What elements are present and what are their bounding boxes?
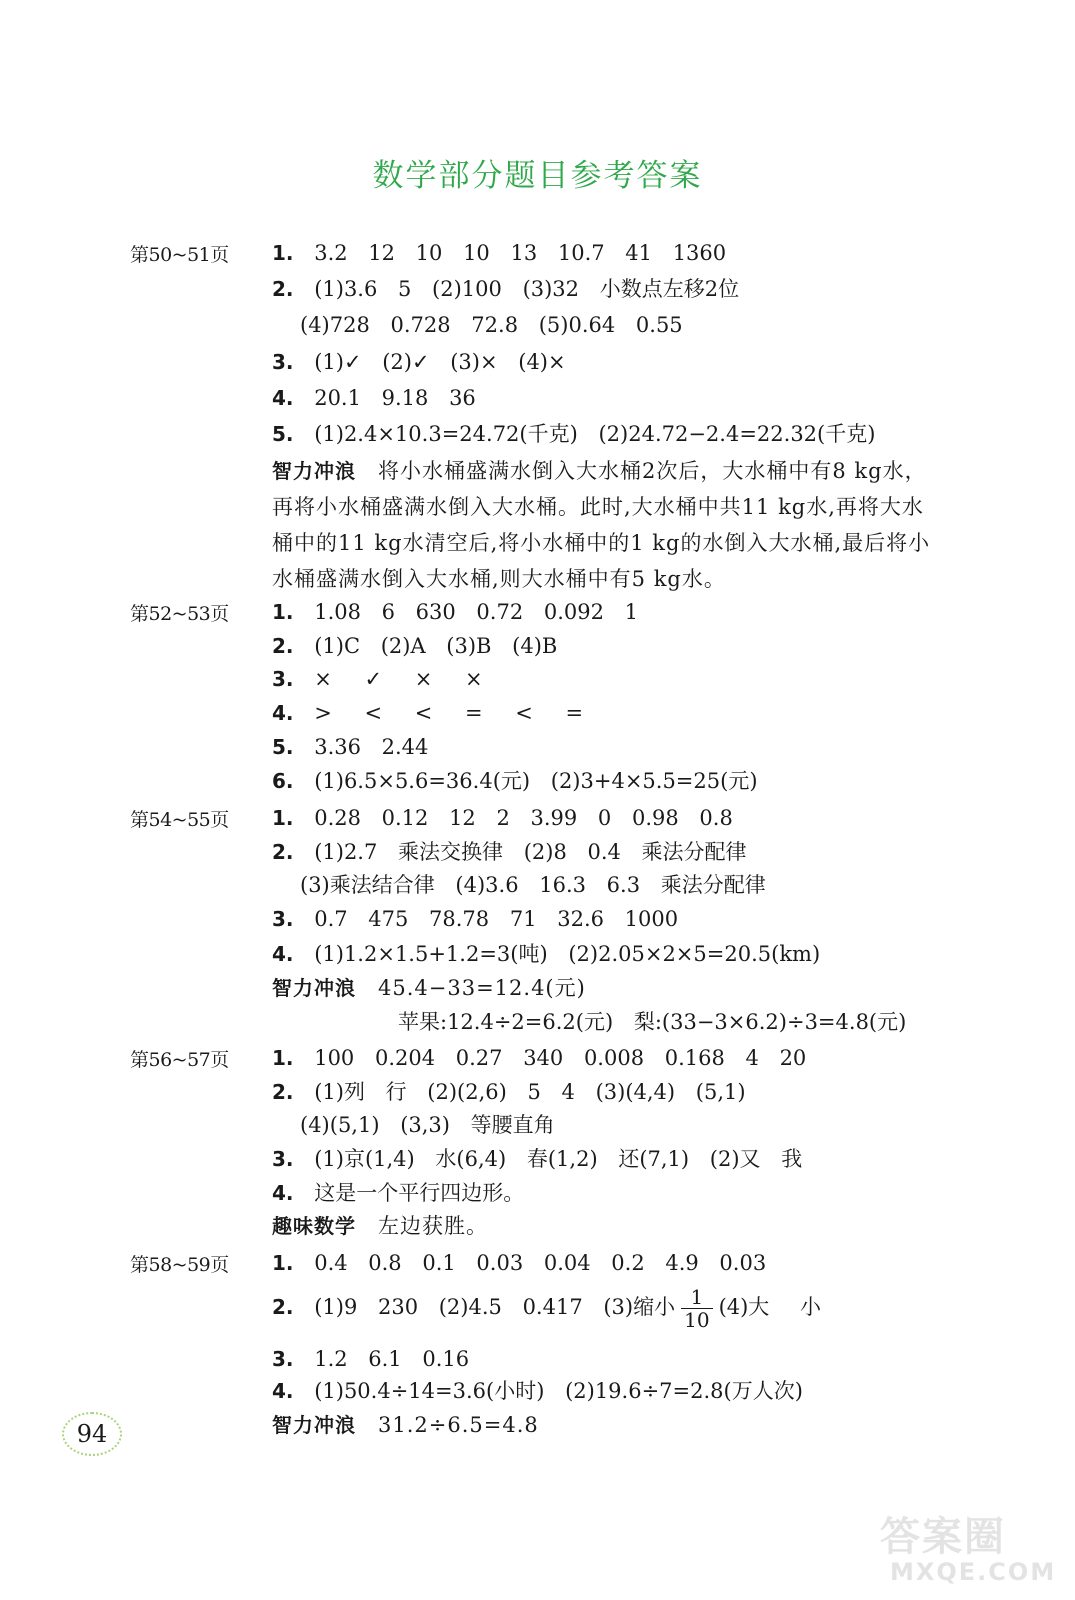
answer-text: (1)6.5×5.6=36.4(元) (2)3+4×5.5=25(元)	[314, 769, 758, 793]
answer-line	[272, 906, 678, 932]
answer-line	[272, 1346, 469, 1372]
fun-math-text: 左边获胜。	[378, 1214, 488, 1238]
answer-line	[272, 599, 638, 625]
page-range-label: 第58~59页	[130, 1254, 229, 1276]
fraction-denominator: 10	[684, 1308, 710, 1332]
answer-text: (1)3.6 5 (2)100 (3)32 小数点左移2位	[314, 277, 740, 301]
challenge-line: 苹果:12.4÷2=6.2(元) 梨:(33−3×6.2)÷3=4.8(元)	[398, 1010, 907, 1034]
answer-text: 0.7 475 78.78 71 32.6 1000	[314, 907, 679, 931]
item-number: 6.	[272, 769, 294, 793]
fun-math-line	[272, 1213, 488, 1239]
fraction-numerator: 1	[681, 1286, 712, 1309]
answer-line	[272, 666, 483, 692]
answer-text: (1)1.2×1.5+1.2=3(吨) (2)2.05×2×5=20.5(km)	[314, 942, 821, 966]
challenge-line: 桶中的11 kg水清空后,将小水桶中的1 kg的水倒入大水桶,最后将小	[272, 531, 931, 555]
answer-text: 20.1 9.18 36	[314, 386, 476, 410]
item-number: 2.	[272, 840, 294, 864]
answer-line	[272, 240, 726, 266]
challenge-text: 将小水桶盛满水倒入大水桶2次后，大水桶中有8 kg水，	[378, 459, 927, 483]
watermark-text: 答案圈	[880, 1514, 1006, 1560]
answer-line	[272, 734, 428, 760]
answer-line-continued	[300, 1112, 555, 1138]
answer-text: 0.4 0.8 0.1 0.03 0.04 0.2 4.9 0.03	[314, 1251, 767, 1275]
item-number: 3.	[272, 667, 294, 691]
challenge-heading: 智力冲浪	[272, 459, 356, 483]
answer-text: 这是一个平行四边形。	[314, 1181, 525, 1205]
item-number: 5.	[272, 422, 294, 446]
challenge-line: 再将小水桶盛满水倒入大水桶。此时,大水桶中共11 kg水,再将大水	[272, 495, 924, 519]
answer-text: (1)京(1,4) 水(6,4) 春(1,2) 还(7,1) (2)又 我	[314, 1147, 803, 1171]
item-number: 3.	[272, 1347, 294, 1371]
answer-line	[272, 349, 566, 375]
challenge-heading: 智力冲浪	[272, 976, 356, 1000]
answer-text: (4)728 0.728 72.8 (5)0.64 0.55	[300, 313, 683, 337]
watermark-url: MXQE.COM	[890, 1558, 1057, 1586]
answer-text: (1)✓ (2)✓ (3)× (4)×	[314, 350, 566, 374]
answer-text: (1)9 230 (2)4.5 0.417 (3)缩小	[314, 1295, 676, 1319]
item-number: 3.	[272, 350, 294, 374]
item-number: 2.	[272, 1080, 294, 1104]
answer-line	[272, 1045, 806, 1071]
answer-line	[272, 1284, 821, 1331]
item-number: 5.	[272, 735, 294, 759]
answer-text: (1)C (2)A (3)B (4)B	[314, 634, 558, 658]
page-range-label: 第56~57页	[130, 1049, 229, 1071]
item-number: 2.	[272, 634, 294, 658]
answer-line	[272, 700, 583, 726]
item-number: 1.	[272, 806, 294, 830]
item-number: 1.	[272, 600, 294, 624]
answer-line	[272, 805, 733, 831]
answer-line	[272, 1079, 746, 1105]
item-number: 1.	[272, 1251, 294, 1275]
item-number: 4.	[272, 1379, 294, 1403]
answer-text: 0.28 0.12 12 2 3.99 0 0.98 0.8	[314, 806, 733, 830]
page-number: 94	[62, 1412, 122, 1456]
answer-line	[272, 385, 476, 411]
page-range-label: 第50~51页	[130, 244, 229, 266]
item-number: 1.	[272, 241, 294, 265]
answer-text: (1)50.4÷14=3.6(小时) (2)19.6÷7=2.8(万人次)	[314, 1379, 803, 1403]
answer-text: 100 0.204 0.27 340 0.008 0.168 4 20	[314, 1046, 807, 1070]
item-number: 4.	[272, 1181, 294, 1205]
challenge-text: 31.2÷6.5=4.8	[378, 1413, 539, 1437]
answer-text: (1)2.7 乘法交换律 (2)8 0.4 乘法分配律	[314, 840, 747, 864]
item-number: 2.	[272, 277, 294, 301]
page-title: 数学部分题目参考答案	[372, 158, 703, 194]
page-range-label: 第52~53页	[130, 603, 229, 625]
challenge-text: 45.4−33=12.4(元)	[378, 976, 586, 1000]
answer-line	[272, 1146, 802, 1172]
answer-text: > < < = < =	[314, 701, 584, 725]
challenge-line	[272, 975, 586, 1001]
challenge-line: 水桶盛满水倒入大水桶,则大水桶中有5 kg水。	[272, 567, 726, 591]
answer-line	[272, 421, 875, 447]
answer-line	[272, 839, 747, 865]
challenge-heading: 智力冲浪	[272, 1413, 356, 1437]
answer-text: (4)(5,1) (3,3) 等腰直角	[300, 1113, 555, 1137]
answer-text: × ✓ × ×	[314, 667, 483, 691]
answer-text: 1.08 6 630 0.72 0.092 1	[314, 600, 639, 624]
answer-text: 3.36 2.44	[314, 735, 429, 759]
item-number: 4.	[272, 701, 294, 725]
answer-text: (3)乘法结合律 (4)3.6 16.3 6.3 乘法分配律	[300, 873, 766, 897]
challenge-line	[272, 458, 927, 484]
answer-line	[272, 633, 557, 659]
answer-line-continued	[300, 872, 766, 898]
answer-line	[272, 1180, 524, 1206]
answer-line	[272, 276, 739, 302]
item-number: 1.	[272, 1046, 294, 1070]
page-range-label: 第54~55页	[130, 809, 229, 831]
fraction	[681, 1286, 712, 1331]
answer-text: (4)大 小	[718, 1295, 821, 1319]
answer-text: (1)2.4×10.3=24.72(千克) (2)24.72−2.4=22.32(千克)	[314, 422, 876, 446]
challenge-line	[272, 1412, 539, 1438]
item-number: 3.	[272, 1147, 294, 1171]
item-number: 2.	[272, 1295, 294, 1319]
answer-line-continued	[300, 312, 683, 338]
item-number: 4.	[272, 942, 294, 966]
answer-line	[272, 941, 820, 967]
fun-math-heading: 趣味数学	[272, 1214, 356, 1238]
item-number: 3.	[272, 907, 294, 931]
item-number: 4.	[272, 386, 294, 410]
answer-line	[272, 1250, 766, 1276]
answer-line	[272, 1378, 803, 1404]
answer-text: (1)列 行 (2)(2,6) 5 4 (3)(4,4) (5,1)	[314, 1080, 746, 1104]
answer-text: 1.2 6.1 0.16	[314, 1347, 470, 1371]
answer-text: 3.2 12 10 10 13 10.7 41 1360	[314, 241, 727, 265]
watermark-logo	[880, 1515, 1055, 1585]
answer-line	[272, 768, 758, 794]
